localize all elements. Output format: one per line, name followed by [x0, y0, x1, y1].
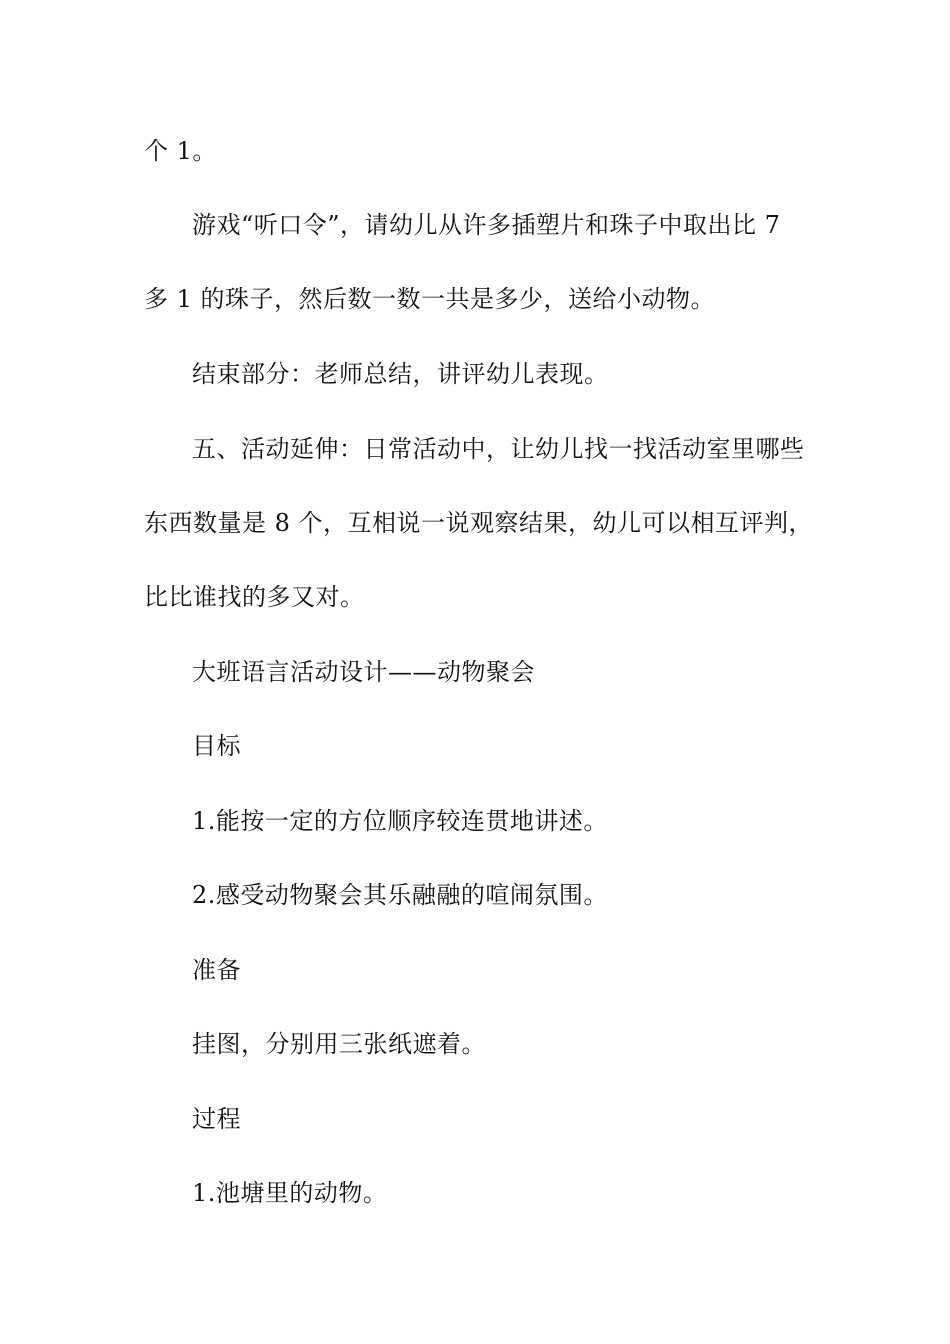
text-line-game-instruction-cont: 多 1 的珠子，然后数一数一共是多少，送给小动物。 [144, 285, 716, 313]
text-line-activity-extension-end: 比比谁找的多又对。 [144, 583, 365, 611]
section-title-lesson: 大班语言活动设计——动物聚会 [192, 658, 535, 686]
list-item-goal-1: 1.能按一定的方位顺序较连贯地讲述。 [192, 807, 608, 835]
text-line-ending-section: 结束部分：老师总结，讲评幼儿表现。 [192, 360, 609, 388]
heading-process: 过程 [192, 1105, 241, 1133]
text-line-continuation: 个 1。 [144, 137, 217, 165]
text-line-activity-extension: 五、活动延伸：日常活动中，让幼儿找一找活动室里哪些 [192, 435, 805, 463]
heading-goals: 目标 [192, 732, 241, 760]
list-item-process-1: 1.池塘里的动物。 [192, 1179, 388, 1207]
text-line-activity-extension-cont: 东西数量是 8 个，互相说一说观察结果，幼儿可以相互评判， [144, 509, 814, 537]
heading-preparation: 准备 [192, 956, 241, 984]
text-line-preparation: 挂图，分别用三张纸遮着。 [192, 1030, 486, 1058]
list-item-goal-2: 2.感受动物聚会其乐融融的喧闹氛围。 [192, 881, 608, 909]
text-line-game-instruction: 游戏“听口令”，请幼儿从许多插塑片和珠子中取出比 7 [192, 211, 781, 239]
